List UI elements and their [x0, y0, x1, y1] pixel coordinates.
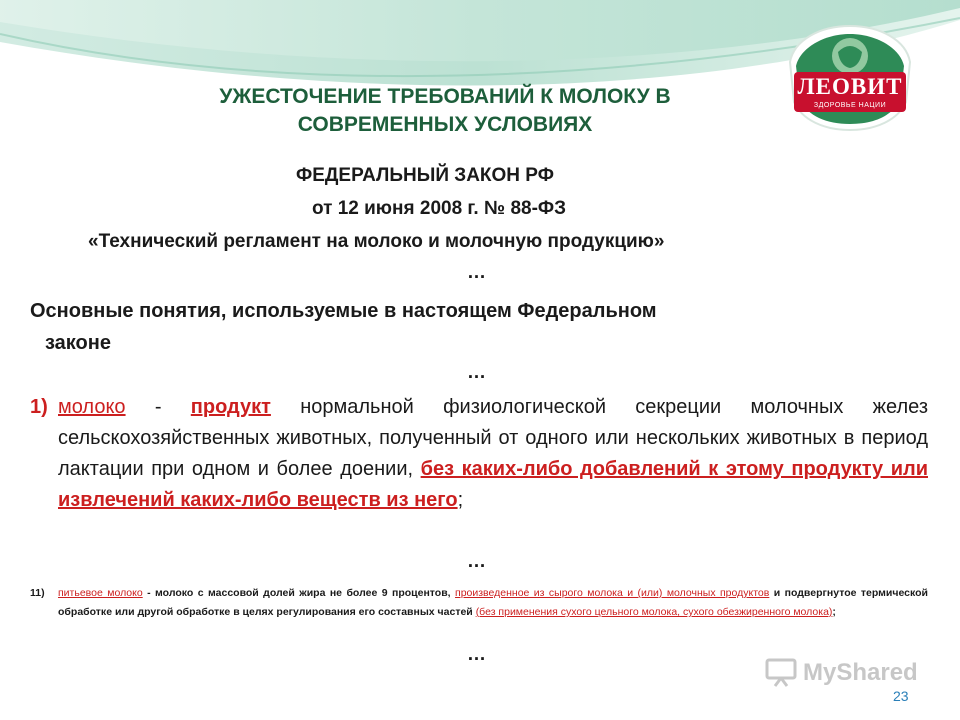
- definition11-text2: и подвергнутое термической обработке или другой обработке в целях регулирования его составных частей: [58, 587, 928, 618]
- page-number: 23: [893, 688, 909, 704]
- concepts-line1: Основные понятия, используемые в настоящем Федеральном: [30, 300, 657, 322]
- slide-title-line2: СОВРЕМЕННЫХ УСЛОВИЯХ: [297, 113, 593, 136]
- definition11-body: [58, 584, 928, 622]
- leovit-logo: [780, 22, 920, 132]
- law-title: ФЕДЕРАЛЬНЫЙ ЗАКОН РФ: [296, 165, 554, 186]
- concepts-line2: законе: [45, 332, 111, 354]
- logo-tagline: ЗДОРОВЬЕ НАЦИИ: [813, 102, 887, 109]
- ellipsis: …: [467, 644, 486, 665]
- term-dash: -: [125, 396, 191, 418]
- definition-highlight: без каких-либо добавлений к этому продукту или извлечений каких-либо веществ из него: [58, 458, 928, 511]
- definition11-number: 11): [30, 587, 45, 599]
- definition11-part2: (без применения сухого цельного молока, сухого обезжиренного молока): [475, 606, 833, 618]
- term-drinking-milk: питьевое молоко: [58, 587, 143, 599]
- ellipsis: …: [467, 262, 486, 283]
- definition-text: нормальной физиологической секреции молочных желез сельскохозяйственных животных, полученный от одного или нескольких животных в период лактации при одном и более доении,: [58, 396, 928, 480]
- concepts-heading: [30, 295, 910, 359]
- definition-number: 1): [30, 396, 48, 418]
- definition-end: ;: [457, 489, 464, 511]
- law-date: от 12 июня 2008 г. № 88-ФЗ: [312, 198, 567, 219]
- definition11-end: ;: [832, 606, 836, 618]
- myshared-watermark: [765, 657, 930, 689]
- ellipsis: …: [467, 551, 486, 572]
- definition-milk: [30, 392, 928, 516]
- definition11-text1: - молоко с массовой долей жира не более 9 процентов,: [142, 587, 456, 599]
- presentation-icon: [765, 657, 799, 687]
- ellipsis: …: [467, 362, 486, 383]
- term-milk: молоко: [58, 396, 126, 418]
- law-name: «Технический регламент на молоко и молочную продукцию»: [88, 231, 665, 252]
- slide-title: [150, 83, 740, 139]
- watermark-text: MyShared: [803, 659, 918, 686]
- term-product: продукт: [190, 396, 271, 418]
- definition-body: [58, 392, 928, 516]
- definition11-part1: произведенное из сырого молока и (или) молочных продуктов: [455, 587, 770, 599]
- logo-name: ЛЕОВИТ: [797, 74, 903, 99]
- definition-drinking-milk: [30, 584, 928, 622]
- slide-title-line1: УЖЕСТОЧЕНИЕ ТРЕБОВАНИЙ К МОЛОКУ В: [219, 85, 671, 108]
